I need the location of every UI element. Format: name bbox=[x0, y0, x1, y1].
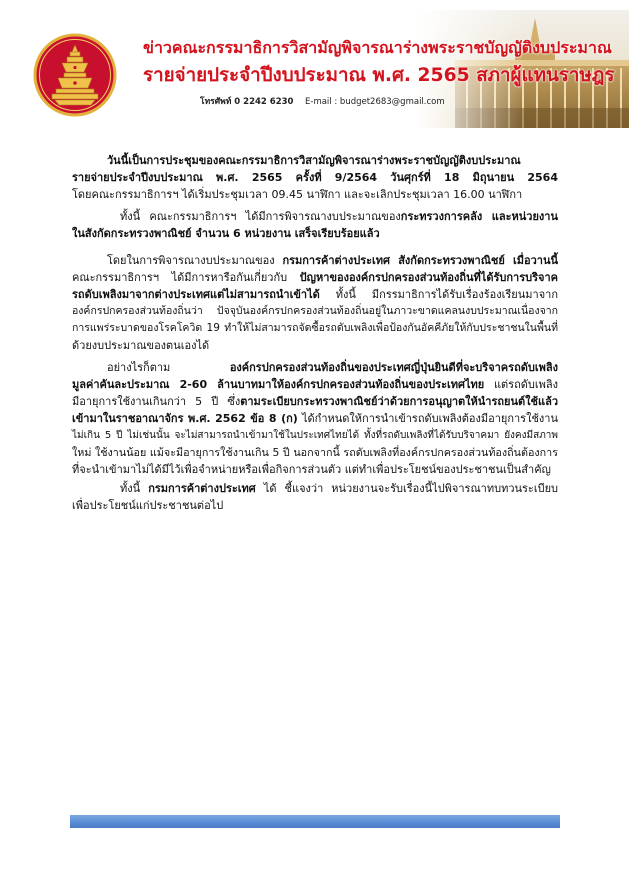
paragraph-4-line-1 bbox=[72, 359, 558, 376]
text: โดยในการพิจารณางบประมาณของ bbox=[107, 254, 283, 267]
paragraph-3-line-3 bbox=[72, 286, 558, 303]
text: ใหม่ ใช้งานน้อย แม้จะมีอายุการใช้งานเกิน 5 ปี นอกจากนี้ รถดับเพลิงที่องค์กรปกครองส่วนท้องถิ่นต้องการ bbox=[72, 446, 558, 459]
paragraph-meeting-intro bbox=[72, 152, 558, 203]
paragraph-fire-truck-issue bbox=[72, 252, 558, 354]
bold-text: ในสังกัดกระทรวงพาณิชย์ จำนวน 6 หน่วยงาน เสร็จเรียบร้อยแล้ว bbox=[72, 227, 380, 240]
paragraph-3-line-6 bbox=[72, 337, 558, 354]
text: เพื่อประโยชน์แก่ประชาชนต่อไป bbox=[72, 499, 224, 512]
text: ที่จะนำเข้ามาไม่ได้มีไว้เพื่อจำหน่ายหรือเพื่อกิจการส่วนตัว แต่ทำเพื่อประโยชน์ของประชาชนเป็นสำคัญ bbox=[72, 463, 551, 476]
text: ได้ ชี้แจงว่า หน่วยงานจะรับเรื่องนี้ไปพิจารณาทบทวนระเบียบ bbox=[255, 482, 559, 495]
bold-text: รถดับเพลิงมาจากต่างประเทศแต่ไม่สามารถนำเข้าได้ bbox=[72, 288, 320, 301]
article-body bbox=[72, 152, 558, 514]
paragraph-4-line-5 bbox=[72, 427, 558, 444]
text: ทั้งนี้ มีกรรมาธิการได้รับเรื่องร้องเรียนมาจาก bbox=[319, 288, 558, 301]
text: คณะกรรมาธิการฯ ได้มีการหารือกันเกี่ยวกับ bbox=[72, 271, 300, 284]
text: องค์กรปกครองส่วนท้องถิ่นว่า ปัจจุบันองค์กรปกครองส่วนท้องถิ่นอยู่ในภาวะขาดแคลนงบประมาณเนื่องจาก bbox=[72, 305, 558, 317]
text: ได้กำหนดให้การนำเข้ารถดับเพลิงต้องมีอายุการใช้งาน bbox=[297, 412, 558, 425]
paragraph-5-line-2 bbox=[72, 497, 558, 514]
text: ด้วยงบประมาณของตนเองได้ bbox=[72, 339, 210, 352]
parliament-emblem-icon bbox=[33, 33, 117, 117]
paragraph-2-line-2 bbox=[72, 225, 558, 242]
page-subtitle: รายจ่ายประจำปีงบประมาณ พ.ศ. 2565 สภาผู้แทนราษฎร bbox=[143, 65, 615, 86]
bold-text: วันนี้เป็นการประชุมของคณะกรรมาธิการวิสามัญพิจารณาร่างพระราชบัญญัติงบประมาณ bbox=[107, 154, 521, 167]
bold-text: มูลค่าคันละประมาณ 2-60 ล้านบาทมาให้องค์กรปกครองส่วนท้องถิ่นของประเทศไทย bbox=[72, 378, 485, 391]
bold-text: กระทรวงการคลัง และหน่วยงาน bbox=[400, 210, 558, 223]
bold-text: ปัญหาขององค์กรปกครองส่วนท้องถิ่นที่ได้รับการบริจาค bbox=[299, 271, 558, 284]
paragraph-conclusion bbox=[72, 480, 558, 514]
bold-text: องค์กรปกครองส่วนท้องถิ่นของประเทศญี่ปุ่นยินดีที่จะบริจาครถดับเพลิง bbox=[229, 361, 558, 374]
bold-text: กรมการค้าต่างประเทศ สังกัดกระทรวงพาณิชย์ เมื่อวานนี้ bbox=[282, 254, 559, 267]
text: อย่างไรก็ตาม bbox=[107, 361, 230, 374]
text: ทั้งนี้ คณะกรรมาธิการฯ ได้มีการพิจารณางบประมาณของ bbox=[120, 210, 401, 223]
bold-text: รายจ่ายประจำปีงบประมาณ พ.ศ. 2565 ครั้งที่ 9/2564 วันศุกร์ที่ 18 มิถุนายน 2564 bbox=[72, 171, 558, 184]
text: ทั้งนี้ bbox=[120, 482, 149, 495]
paragraph-3-line-5 bbox=[72, 320, 558, 337]
paragraph-4-line-7 bbox=[72, 461, 558, 478]
text: แต่รถดับเพลิง bbox=[484, 378, 558, 391]
paragraph-3-line-1 bbox=[72, 252, 558, 269]
contact-phone: โทรศัพท์ 0 2242 6230 bbox=[200, 97, 294, 107]
text: มีอายุการใช้งานเกินกว่า 5 ปี ซึ่ง bbox=[72, 395, 241, 408]
footer-bar bbox=[70, 815, 560, 828]
bold-text: กรมการค้าต่างประเทศ bbox=[148, 482, 256, 495]
text: การแพร่ระบาดของโรคโควิด 19 ทำให้ไม่สามารถจัดซื้อรถดับเพลิงเพื่อป้องกันอัคคีภัยให้กับประชาชนในพื้นที่ bbox=[72, 322, 558, 334]
paragraph-3-line-4 bbox=[72, 303, 558, 320]
paragraph-1-line-1 bbox=[72, 152, 558, 169]
paragraph-4-line-2 bbox=[72, 376, 558, 393]
paragraph-japan-donation bbox=[72, 359, 558, 478]
text: ไม่เกิน 5 ปี ไม่เช่นนั้น จะไม่สามารถนำเข้ามาใช้ในประเทศไทยได้ ทั้งที่รถดับเพลิงที่ได้รับบริจาคมา ยังคงมีสภาพ bbox=[72, 430, 558, 441]
paragraph-2-line-1 bbox=[72, 208, 558, 225]
page-title: ข่าวคณะกรรมาธิการวิสามัญพิจารณาร่างพระราชบัญญัติงบประมาณ bbox=[143, 38, 612, 57]
bold-text: เข้ามาในราชอาณาจักร พ.ศ. 2562 ข้อ 8 (ก) bbox=[72, 412, 298, 425]
text: โดยคณะกรรมาธิการฯ ได้เริ่มประชุมเวลา 09.45 นาฬิกา และจะเลิกประชุมเวลา 16.00 นาฬิกา bbox=[72, 188, 523, 201]
paragraph-4-line-6 bbox=[72, 444, 558, 461]
paragraph-5-line-1 bbox=[72, 480, 558, 497]
paragraph-budget-review bbox=[72, 208, 558, 242]
paragraph-3-line-2 bbox=[72, 269, 558, 286]
paragraph-1-line-2 bbox=[72, 169, 558, 186]
bold-text: ตามระเบียบกระทรวงพาณิชย์ว่าด้วยการอนุญาตให้นำรถยนต์ใช้แล้ว bbox=[240, 395, 558, 408]
contact-email: E-mail : budget2683@gmail.com bbox=[305, 97, 445, 107]
paragraph-1-line-3 bbox=[72, 186, 558, 203]
paragraph-4-line-4 bbox=[72, 410, 558, 427]
paragraph-4-line-3 bbox=[72, 393, 558, 410]
